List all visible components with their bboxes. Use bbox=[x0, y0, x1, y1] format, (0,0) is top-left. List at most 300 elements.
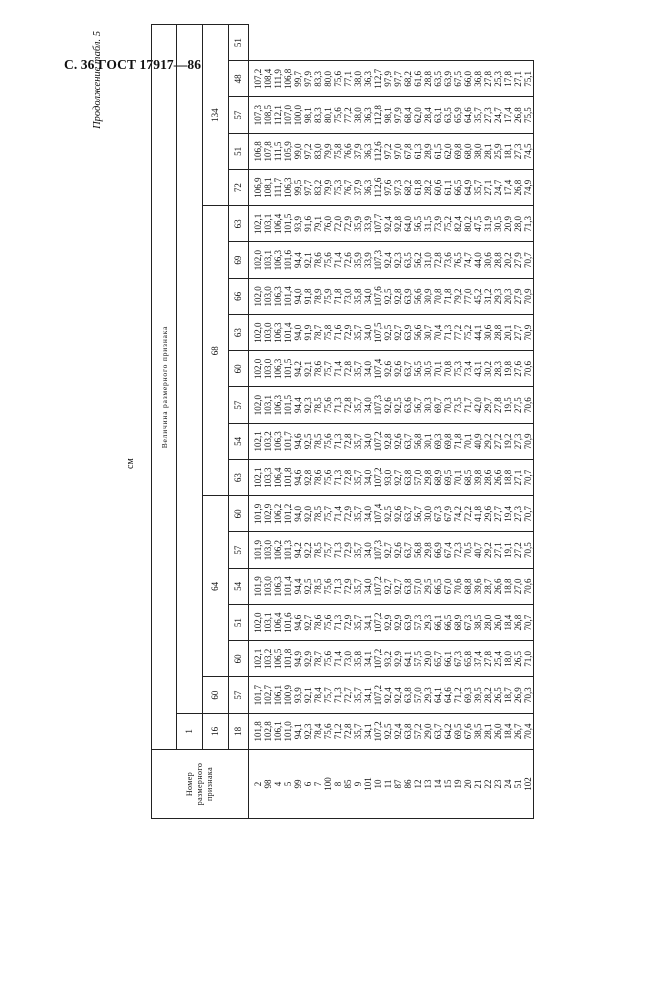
table-cell: 26,9 bbox=[513, 677, 523, 713]
table-cell: 92,8 bbox=[393, 206, 403, 242]
table-cell: 92,7 bbox=[303, 605, 313, 641]
table-cell: 71,7 bbox=[463, 387, 473, 423]
table-cell: 72,7 bbox=[343, 677, 353, 713]
table-cell: 72,8 bbox=[343, 423, 353, 459]
table-cell: 27,3 bbox=[513, 496, 523, 532]
table-cell: 36,3 bbox=[363, 170, 373, 206]
row-number: 8 bbox=[333, 750, 343, 819]
number-header-1-span bbox=[177, 25, 203, 714]
table-cell: 106,1 bbox=[273, 713, 283, 749]
table-cell: 91,8 bbox=[303, 278, 313, 314]
column-header: 57 bbox=[229, 97, 249, 133]
row-number: 7 bbox=[313, 750, 323, 819]
table-cell: 75,3 bbox=[453, 351, 463, 387]
table-cell: 70,9 bbox=[523, 315, 534, 351]
table-cell: 34,1 bbox=[363, 605, 373, 641]
table-cell: 38,5 bbox=[473, 605, 483, 641]
table-cell: 57,0 bbox=[413, 677, 423, 713]
table-cell: 35,7 bbox=[353, 315, 363, 351]
table-cell: 70,1 bbox=[453, 460, 463, 496]
row-number: 22 bbox=[483, 750, 493, 819]
table-cell: 73,0 bbox=[343, 278, 353, 314]
table-cell: 92,6 bbox=[393, 351, 403, 387]
table-cell: 77,2 bbox=[453, 315, 463, 351]
table-cell: 72,6 bbox=[343, 242, 353, 278]
table-cell: 56,8 bbox=[413, 532, 423, 568]
table-cell: 69,3 bbox=[433, 423, 443, 459]
table-cell: 63,9 bbox=[403, 605, 413, 641]
table-cell: 73,6 bbox=[443, 242, 453, 278]
row-number: 9 bbox=[353, 750, 363, 819]
table-cell: 39,6 bbox=[473, 568, 483, 604]
table-cell: 63,8 bbox=[403, 568, 413, 604]
table-cell: 71,2 bbox=[333, 713, 343, 749]
column-header: 69 bbox=[229, 242, 249, 278]
table-cell: 92,5 bbox=[383, 315, 393, 351]
table-cell: 72,8 bbox=[343, 713, 353, 749]
table-cell: 64,1 bbox=[403, 641, 413, 677]
table-cell: 76,5 bbox=[453, 242, 463, 278]
table-cell: 78,7 bbox=[313, 315, 323, 351]
table-cell: 107,2 bbox=[373, 605, 383, 641]
table-cell: 39,8 bbox=[473, 460, 483, 496]
table-cell: 34,0 bbox=[363, 568, 373, 604]
table-row bbox=[483, 25, 493, 819]
table-cell: 92,5 bbox=[393, 387, 403, 423]
table-cell: 112,6 bbox=[373, 133, 383, 169]
table-cell: 101,4 bbox=[283, 278, 293, 314]
table-cell: 29,2 bbox=[483, 532, 493, 568]
table-cell: 78,7 bbox=[313, 641, 323, 677]
table-cell: 71,4 bbox=[333, 351, 343, 387]
table-cell: 25,4 bbox=[493, 641, 503, 677]
number-header-1: 1 bbox=[177, 713, 203, 749]
table-cell: 74,9 bbox=[523, 170, 534, 206]
table-cell: 92,6 bbox=[393, 496, 403, 532]
row-number: 10 bbox=[373, 750, 383, 819]
row-number: 13 bbox=[423, 750, 433, 819]
table-cell: 57,0 bbox=[413, 460, 423, 496]
row-number: 23 bbox=[493, 750, 503, 819]
table-cell: 31,0 bbox=[423, 242, 433, 278]
table-cell: 103,0 bbox=[263, 278, 273, 314]
table-cell: 94,4 bbox=[293, 387, 303, 423]
table-cell: 76,6 bbox=[343, 133, 353, 169]
table-cell: 111,5 bbox=[273, 133, 283, 169]
table-cell: 30,5 bbox=[423, 351, 433, 387]
table-cell: 71,3 bbox=[333, 460, 343, 496]
table-cell: 30,6 bbox=[483, 242, 493, 278]
table-cell: 28,8 bbox=[493, 242, 503, 278]
table-cell: 107,4 bbox=[373, 496, 383, 532]
table-cell: 29,6 bbox=[483, 496, 493, 532]
table-cell: 70,7 bbox=[523, 496, 534, 532]
group-header-68: 68 bbox=[203, 206, 229, 496]
row-number: 102 bbox=[523, 750, 534, 819]
table-cell: 103,1 bbox=[263, 206, 273, 242]
unit-label: см bbox=[125, 458, 136, 469]
table-cell: 102,1 bbox=[249, 641, 264, 677]
table-cell: 35,9 bbox=[353, 206, 363, 242]
table-cell: 63,7 bbox=[403, 351, 413, 387]
table-cell: 83,3 bbox=[313, 97, 323, 133]
table-cell: 92,4 bbox=[393, 677, 403, 713]
table-cell: 102,9 bbox=[263, 496, 273, 532]
table-cell: 94,6 bbox=[293, 460, 303, 496]
table-cell: 65,9 bbox=[453, 97, 463, 133]
table-cell: 26,5 bbox=[493, 677, 503, 713]
table-cell: 68,5 bbox=[463, 460, 473, 496]
table-cell: 111,9 bbox=[273, 61, 283, 97]
table-cell: 94,0 bbox=[293, 315, 303, 351]
table-cell: 92,3 bbox=[393, 242, 403, 278]
table-cell: 106,3 bbox=[283, 170, 293, 206]
table-row bbox=[333, 25, 343, 819]
table-cell: 57,3 bbox=[413, 605, 423, 641]
table-cell: 100,9 bbox=[283, 677, 293, 713]
table-cell: 27,8 bbox=[493, 387, 503, 423]
table-cell: 35,7 bbox=[473, 97, 483, 133]
table-cell: 92,5 bbox=[383, 496, 393, 532]
row-number: 19 bbox=[453, 750, 463, 819]
table-cell: 71,3 bbox=[333, 605, 343, 641]
table-cell: 70,1 bbox=[433, 351, 443, 387]
table-cell: 75,5 bbox=[523, 97, 534, 133]
group-header-64: 64 bbox=[203, 496, 229, 677]
table-row bbox=[263, 25, 273, 819]
table-cell: 27,8 bbox=[483, 641, 493, 677]
table-cell: 106,3 bbox=[273, 568, 283, 604]
table-cell: 27,3 bbox=[513, 423, 523, 459]
column-header: 63 bbox=[229, 315, 249, 351]
table-cell: 102,0 bbox=[249, 242, 264, 278]
table-cell: 78,5 bbox=[313, 496, 323, 532]
table-cell: 70,5 bbox=[463, 532, 473, 568]
table-cell: 97,9 bbox=[393, 97, 403, 133]
table-cell: 106,3 bbox=[273, 278, 283, 314]
table-cell: 28,1 bbox=[483, 133, 493, 169]
column-header: 48 bbox=[229, 61, 249, 97]
table-cell: 71,0 bbox=[523, 641, 534, 677]
table-cell: 63,6 bbox=[403, 387, 413, 423]
table-cell: 69,3 bbox=[463, 677, 473, 713]
table-cell: 39,5 bbox=[473, 677, 483, 713]
table-cell: 106,2 bbox=[273, 532, 283, 568]
table-cell: 19,1 bbox=[503, 532, 513, 568]
table-cell: 26,0 bbox=[493, 605, 503, 641]
table-cell: 71,3 bbox=[333, 423, 343, 459]
table-cell: 27,9 bbox=[513, 278, 523, 314]
group-header-60: 60 bbox=[203, 677, 229, 713]
table-cell: 107,2 bbox=[249, 61, 264, 97]
table-cell: 68,4 bbox=[403, 97, 413, 133]
table-cell: 70,6 bbox=[523, 387, 534, 423]
table-cell: 74,2 bbox=[453, 496, 463, 532]
table-cell: 30,5 bbox=[493, 206, 503, 242]
table-cell: 72,9 bbox=[343, 206, 353, 242]
table-row bbox=[303, 25, 313, 819]
column-header-row bbox=[229, 25, 249, 819]
table-cell: 63,9 bbox=[403, 278, 413, 314]
table-cell: 63,5 bbox=[443, 97, 453, 133]
table-cell: 107,2 bbox=[373, 677, 383, 713]
table-cell: 67,3 bbox=[463, 605, 473, 641]
table-row bbox=[363, 25, 373, 819]
table-cell: 38,0 bbox=[353, 61, 363, 97]
table-cell: 28,4 bbox=[423, 97, 433, 133]
table-row bbox=[249, 25, 264, 819]
table-cell: 101,5 bbox=[283, 351, 293, 387]
column-header: 54 bbox=[229, 423, 249, 459]
table-cell: 56,7 bbox=[413, 496, 423, 532]
table-cell: 111,7 bbox=[273, 170, 283, 206]
table-cell: 102,0 bbox=[249, 278, 264, 314]
table-cell: 56,8 bbox=[413, 423, 423, 459]
table-cell: 101,4 bbox=[283, 568, 293, 604]
row-number: 86 bbox=[403, 750, 413, 819]
table-row bbox=[493, 25, 503, 819]
table-cell: 27,3 bbox=[513, 133, 523, 169]
table-cell: 67,3 bbox=[453, 641, 463, 677]
table-cell: 66,5 bbox=[443, 605, 453, 641]
table-cell: 34,0 bbox=[363, 460, 373, 496]
table-cell: 44,0 bbox=[473, 242, 483, 278]
table-cell: 64,6 bbox=[463, 97, 473, 133]
table-cell: 92,0 bbox=[303, 496, 313, 532]
table-cell: 107,3 bbox=[373, 387, 383, 423]
table-cell: 38,5 bbox=[473, 713, 483, 749]
table-cell: 94,0 bbox=[293, 278, 303, 314]
row-number: 21 bbox=[473, 750, 483, 819]
table-cell: 72,9 bbox=[343, 605, 353, 641]
table-cell: 80,2 bbox=[463, 206, 473, 242]
row-number: 4 bbox=[273, 750, 283, 819]
table-cell: 107,7 bbox=[373, 206, 383, 242]
table-cell: 71,3 bbox=[443, 315, 453, 351]
table-cell: 35,7 bbox=[473, 170, 483, 206]
table-cell: 64,6 bbox=[443, 677, 453, 713]
table-cell: 93,9 bbox=[293, 206, 303, 242]
column-header: 51 bbox=[229, 133, 249, 169]
table-cell: 63,9 bbox=[443, 61, 453, 97]
table-cell: 105,9 bbox=[283, 133, 293, 169]
table-row bbox=[403, 25, 413, 819]
table-cell: 101,6 bbox=[283, 605, 293, 641]
table-cell: 29,0 bbox=[423, 713, 433, 749]
table-cell: 67,8 bbox=[403, 133, 413, 169]
table-cell: 27,5 bbox=[513, 387, 523, 423]
table-cell: 72,0 bbox=[333, 206, 343, 242]
table-cell: 28,2 bbox=[423, 170, 433, 206]
table-cell: 19,5 bbox=[503, 387, 513, 423]
table-cell: 75,7 bbox=[323, 496, 333, 532]
table-cell: 92,7 bbox=[393, 568, 403, 604]
table-row bbox=[323, 25, 333, 819]
table-cell: 68,9 bbox=[453, 605, 463, 641]
table-cell: 34,1 bbox=[363, 713, 373, 749]
table-cell: 75,6 bbox=[323, 641, 333, 677]
table-cell: 60,6 bbox=[433, 170, 443, 206]
table-cell: 93,0 bbox=[383, 460, 393, 496]
table-cell: 92,5 bbox=[383, 278, 393, 314]
table-cell: 106,1 bbox=[273, 677, 283, 713]
table-cell: 30,3 bbox=[423, 387, 433, 423]
table-cell: 101,5 bbox=[283, 206, 293, 242]
table-cell: 101,6 bbox=[283, 242, 293, 278]
table-cell: 65,7 bbox=[433, 641, 443, 677]
table-cell: 101,3 bbox=[283, 532, 293, 568]
table-cell: 27,8 bbox=[483, 61, 493, 97]
table-cell: 69,5 bbox=[443, 460, 453, 496]
column-header: 51 bbox=[229, 605, 249, 641]
table-cell: 71,8 bbox=[333, 278, 343, 314]
span-label-header: Величина размерного признака bbox=[152, 25, 177, 750]
table-cell: 75,6 bbox=[323, 460, 333, 496]
table-cell: 61,6 bbox=[413, 61, 423, 97]
table-cell: 67,0 bbox=[443, 568, 453, 604]
table-cell: 112,6 bbox=[373, 170, 383, 206]
table-cell: 103,0 bbox=[263, 351, 273, 387]
table-row bbox=[463, 25, 473, 819]
table-cell: 28,2 bbox=[483, 677, 493, 713]
table-cell: 78,4 bbox=[313, 713, 323, 749]
table-cell: 83,2 bbox=[313, 170, 323, 206]
table-cell: 61,8 bbox=[413, 170, 423, 206]
table-cell: 57,5 bbox=[413, 641, 423, 677]
table-cell: 66,1 bbox=[443, 641, 453, 677]
table-cell: 20,1 bbox=[503, 315, 513, 351]
table-cell: 103,0 bbox=[263, 532, 273, 568]
table-cell: 106,3 bbox=[273, 351, 283, 387]
table-row bbox=[353, 25, 363, 819]
table-cell: 34,0 bbox=[363, 351, 373, 387]
table-cell: 78,5 bbox=[313, 423, 323, 459]
table-cell: 72,9 bbox=[343, 496, 353, 532]
table-cell: 97,2 bbox=[303, 133, 313, 169]
column-header: 60 bbox=[229, 641, 249, 677]
table-cell: 107,3 bbox=[249, 97, 264, 133]
table-cell: 92,5 bbox=[303, 423, 313, 459]
table-cell: 26,6 bbox=[493, 460, 503, 496]
table-cell: 102,8 bbox=[263, 713, 273, 749]
table-cell: 33,9 bbox=[363, 242, 373, 278]
table-cell: 106,3 bbox=[273, 423, 283, 459]
table-cell: 93,9 bbox=[293, 677, 303, 713]
table-cell: 101,0 bbox=[283, 713, 293, 749]
table-row bbox=[343, 25, 353, 819]
table-cell: 99,0 bbox=[293, 133, 303, 169]
table-cell: 28,3 bbox=[493, 351, 503, 387]
table-cell: 97,2 bbox=[383, 133, 393, 169]
table-cell: 107,2 bbox=[373, 641, 383, 677]
table-row bbox=[473, 25, 483, 819]
table-cell: 18,0 bbox=[503, 641, 513, 677]
table-cell: 64,2 bbox=[443, 713, 453, 749]
table-cell: 98,1 bbox=[383, 97, 393, 133]
table-cell: 77,0 bbox=[463, 278, 473, 314]
row-number: 100 bbox=[323, 750, 333, 819]
table-row bbox=[503, 25, 513, 819]
table-cell: 75,6 bbox=[323, 387, 333, 423]
row-number: 101 bbox=[363, 750, 373, 819]
table-cell: 35,7 bbox=[353, 460, 363, 496]
row-number: 98 bbox=[263, 750, 273, 819]
table-cell: 106,3 bbox=[273, 387, 283, 423]
table-cell: 97,3 bbox=[393, 170, 403, 206]
table-cell: 71,3 bbox=[523, 206, 534, 242]
table-cell: 92,2 bbox=[303, 532, 313, 568]
table-cell: 75,6 bbox=[323, 242, 333, 278]
table-cell: 92,1 bbox=[303, 242, 313, 278]
table-cell: 25,3 bbox=[493, 61, 503, 97]
table-cell: 75,9 bbox=[323, 278, 333, 314]
table-cell: 80,0 bbox=[323, 61, 333, 97]
table-cell: 27,7 bbox=[493, 496, 503, 532]
table-cell: 102,0 bbox=[249, 605, 264, 641]
table-cell: 26,8 bbox=[513, 97, 523, 133]
table-cell: 29,8 bbox=[423, 460, 433, 496]
table-cell: 75,7 bbox=[323, 351, 333, 387]
table-cell: 92,8 bbox=[303, 460, 313, 496]
number-header-18: 18 bbox=[229, 713, 249, 749]
table-cell: 75,8 bbox=[323, 315, 333, 351]
row-number: 15 bbox=[443, 750, 453, 819]
table-cell: 38,0 bbox=[473, 133, 483, 169]
table-cell: 61,3 bbox=[413, 133, 423, 169]
row-number: 87 bbox=[393, 750, 403, 819]
table-cell: 34,0 bbox=[363, 387, 373, 423]
table-cell: 107,2 bbox=[373, 568, 383, 604]
table-cell: 72,3 bbox=[453, 532, 463, 568]
table-cell: 75,6 bbox=[323, 605, 333, 641]
table-cell: 106,9 bbox=[249, 170, 264, 206]
table-cell: 37,4 bbox=[473, 641, 483, 677]
table-cell: 79,1 bbox=[313, 206, 323, 242]
table-cell: 26,5 bbox=[513, 641, 523, 677]
table-cell: 72,8 bbox=[343, 387, 353, 423]
table-cell: 75,7 bbox=[323, 677, 333, 713]
table-cell: 70,8 bbox=[443, 351, 453, 387]
table-cell: 73,0 bbox=[343, 641, 353, 677]
table-cell: 72,2 bbox=[463, 496, 473, 532]
table-cell: 78,9 bbox=[313, 278, 323, 314]
table-cell: 70,5 bbox=[523, 532, 534, 568]
table-cell: 71,4 bbox=[333, 641, 343, 677]
table-cell: 102,0 bbox=[249, 315, 264, 351]
table-cell: 102,1 bbox=[249, 460, 264, 496]
table-continuation-label: Продолжение табл. 5 bbox=[92, 31, 103, 129]
table-cell: 28,6 bbox=[483, 460, 493, 496]
table-cell: 100,0 bbox=[293, 97, 303, 133]
row-number: 14 bbox=[433, 750, 443, 819]
table-cell: 75,2 bbox=[463, 315, 473, 351]
table-cell: 101,7 bbox=[283, 423, 293, 459]
table-cell: 78,4 bbox=[313, 677, 323, 713]
table-cell: 64,0 bbox=[403, 206, 413, 242]
table-cell: 36,3 bbox=[363, 133, 373, 169]
table-cell: 73,4 bbox=[463, 351, 473, 387]
table-cell: 63,7 bbox=[433, 713, 443, 749]
table-cell: 63,7 bbox=[403, 496, 413, 532]
table-cell: 70,7 bbox=[523, 605, 534, 641]
table-cell: 56,6 bbox=[413, 278, 423, 314]
table-cell: 92,3 bbox=[303, 713, 313, 749]
table-cell: 70,9 bbox=[523, 278, 534, 314]
table-cell: 75,6 bbox=[323, 713, 333, 749]
table-cell: 102,0 bbox=[249, 387, 264, 423]
table-cell: 107,3 bbox=[373, 532, 383, 568]
rotated-table-page bbox=[61, 0, 658, 999]
